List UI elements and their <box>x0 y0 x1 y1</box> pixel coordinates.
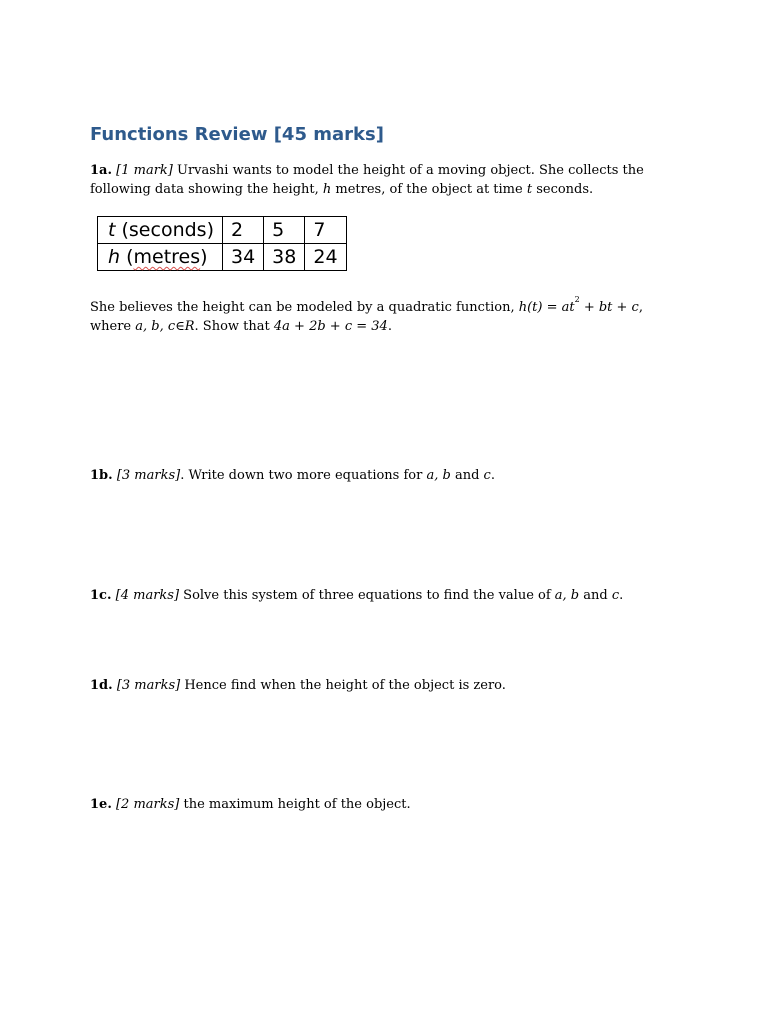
page-title: Functions Review [45 marks] <box>90 124 384 145</box>
table-cell: 38 <box>264 244 305 271</box>
statement-text: She believes the height can be modeled by a quadratic function, <box>90 300 519 315</box>
question-number: 1c. <box>90 588 112 603</box>
header-label: ) <box>200 246 208 268</box>
marks-label: [2 marks] <box>115 797 180 812</box>
question-text: following data showing the height, <box>90 182 323 197</box>
marks-label: [3 marks] <box>116 678 181 693</box>
table-cell: 24 <box>305 244 346 271</box>
math-variable: c <box>611 588 620 603</box>
statement-text: where <box>90 319 136 334</box>
marks-label: [3 marks] <box>116 468 181 483</box>
math-variables: a, b, c <box>135 319 176 334</box>
question-1b <box>90 466 495 485</box>
quadratic-statement-continued <box>90 317 392 336</box>
question-number: 1e. <box>90 797 112 812</box>
question-number: 1a. <box>90 163 112 178</box>
table-row <box>98 244 347 271</box>
question-text: seconds. <box>532 182 594 197</box>
question-text: metres, of the object at time <box>331 182 527 197</box>
question-1a-continued <box>90 180 593 199</box>
table-header-cell <box>98 244 223 271</box>
statement-text: . <box>387 319 392 334</box>
question-text: and <box>579 588 612 603</box>
header-label: (seconds) <box>115 219 214 241</box>
question-text: . <box>619 588 624 603</box>
math-variable: h <box>108 246 121 268</box>
math-equation: 4a + 2b + c = 34 <box>273 319 388 334</box>
question-text: Hence find when the height of the object is zero. <box>180 678 506 693</box>
math-variable: t <box>108 219 116 241</box>
header-label: ( <box>120 246 134 268</box>
table-cell: 7 <box>305 217 346 244</box>
spellcheck-underlined-word: metres <box>133 246 201 268</box>
math-variables: a, b <box>554 588 580 603</box>
exponent: 2 <box>574 295 580 304</box>
question-text: Solve this system of three equations to find the value of <box>179 588 555 603</box>
table-cell: 34 <box>222 244 263 271</box>
question-number: 1b. <box>90 468 113 483</box>
question-1d <box>90 676 506 695</box>
quadratic-statement <box>90 295 643 317</box>
math-variable: t <box>526 182 533 197</box>
math-expression: + bt + c <box>579 300 639 315</box>
question-text: . <box>490 468 495 483</box>
math-variable: c <box>483 468 491 483</box>
question-text: the maximum height of the object. <box>179 797 411 812</box>
question-1e <box>90 795 411 814</box>
question-1a <box>90 161 644 180</box>
question-1c <box>90 586 623 605</box>
table-header-cell <box>98 217 223 244</box>
question-text: Urvashi wants to model the height of a moving object. She collects the <box>177 163 644 178</box>
question-number: 1d. <box>90 678 113 693</box>
question-text: and <box>450 468 484 483</box>
math-expression: h(t) = at <box>518 300 575 315</box>
table-cell: 5 <box>264 217 305 244</box>
marks-label: [4 marks] <box>115 588 180 603</box>
math-variable: h <box>322 182 332 197</box>
marks-label: [1 mark] <box>116 163 173 178</box>
data-table <box>97 216 347 271</box>
question-text: . Write down two more equations for <box>180 468 427 483</box>
math-set: ∈R <box>175 319 195 334</box>
table-row <box>98 217 347 244</box>
statement-text: . Show that <box>194 319 274 334</box>
math-variables: a, b <box>426 468 451 483</box>
statement-text: , <box>638 300 643 315</box>
table-cell: 2 <box>222 217 263 244</box>
